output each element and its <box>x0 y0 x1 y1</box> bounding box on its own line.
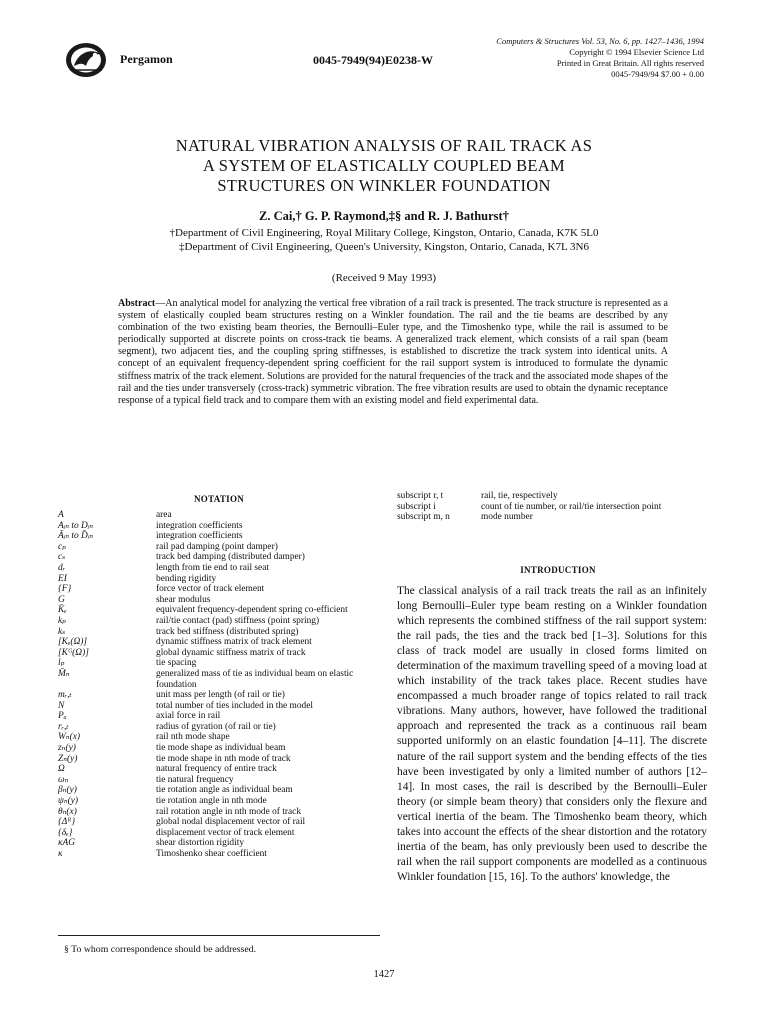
notation-row <box>58 563 388 574</box>
publisher-name: Pergamon <box>120 52 173 66</box>
notation-symbol: {F} <box>58 584 72 595</box>
notation-description: shear modulus <box>156 594 211 605</box>
notation-row <box>58 754 388 765</box>
notation-row <box>58 627 388 638</box>
article-doi: 0045-7949(94)E0238-W <box>313 53 433 67</box>
notation-row <box>58 542 388 553</box>
notation-row <box>58 574 388 585</box>
abstract-label: Abstract <box>118 298 156 309</box>
notation-description: equivalent frequency-dependent spring co-efficient <box>156 605 348 616</box>
notation-description: track bed stiffness (distributed spring) <box>156 626 299 637</box>
notation-list <box>58 510 388 860</box>
notation-row <box>58 796 388 807</box>
notation-description: displacement vector of track element <box>156 827 295 838</box>
notation-row <box>58 817 388 828</box>
subscript-description: rail, tie, respectively <box>481 491 558 501</box>
notation-description: radius of gyration (of rail or tie) <box>156 721 276 732</box>
subscript-row <box>397 502 717 513</box>
notation-symbol: Wₙ(x) <box>58 732 81 743</box>
notation-symbol: [Kₑ(Ω)] <box>58 637 88 648</box>
authors: Z. Cai,† G. P. Raymond,‡§ and R. J. Bathurst† <box>259 209 509 223</box>
notation-symbol: θₙ(x) <box>58 806 77 817</box>
price-line: 0045-7949/94 $7.00 + 0.00 <box>611 69 704 79</box>
notation-row <box>58 510 388 521</box>
notation-description: rail pad damping (point damper) <box>156 541 278 552</box>
notation-description: tie rotation angle in nth mode <box>156 796 267 807</box>
notation-heading: NOTATION <box>194 494 245 504</box>
pergamon-logo-icon <box>62 40 114 80</box>
notation-symbol: M̄ₙ <box>58 668 70 679</box>
notation-description: global dynamic stiffness matrix of track <box>156 647 306 658</box>
subscript-description: mode number <box>481 512 533 523</box>
journal-reference: Computers & Structures Vol. 53, No. 6, pp. 1427–1436, 1994 <box>496 36 704 46</box>
title-line: NATURAL VIBRATION ANALYSIS OF RAIL TRACK AS <box>175 136 593 155</box>
notation-row <box>58 637 388 648</box>
notation-symbol: zₙ(y) <box>58 743 76 754</box>
notation-row <box>58 764 388 775</box>
notation-description: shear distortion rigidity <box>156 838 245 849</box>
notation-description: tie mode shape as individual beam <box>156 743 286 754</box>
notation-description: rail/tie contact (pad) stiffness (point spring) <box>156 615 320 626</box>
notation-row <box>58 785 388 796</box>
subscript-description: count of tie number, or rail/tie intersection point <box>481 501 662 512</box>
notation-row <box>58 711 388 722</box>
notation-description: track bed damping (distributed damper) <box>156 552 305 563</box>
notation-row <box>58 775 388 786</box>
notation-symbol: Zₙ(y) <box>58 753 78 764</box>
notation-symbol: κAG <box>58 838 75 849</box>
introduction-text: The classical analysis of a rail track treats the rail as an infinitely long Bernoulli–Euler type beam resting on a Winkler foundation which represents the combined stiffness of the rail support system: the rail pads, the ties and the track bed [1–3]. Solutions for this class of track model are usually in closed forms limited on determination of the maximum travelling speed of a moving load at which instability of the track takes place. Recent studies have encompassed a much broader range of topics related to rail track vibrations. Many authors, however, have followed the traditional approach and represented the track as a continuous rail beam supported uniformly on an elastic foundation [4–11]. The discrete nature of the rail support system and the bending effects of the ties have been investigated by only a limited number of authors [12–14]. In most cases, the rail is described by the Bernoulli–Euler theory (or simple beam theory) that considers only the flexure and vertical inertia of the beam. The Timoshenko beam theory, which takes into account the effects of the shear distortion and the rotatory inertia of the beam, has only previously been used to describe the rail when the rail support components are modelled as a continuous Winkler foundation [15, 16]. To the authors' knowledge, the <box>397 585 707 883</box>
notation-description: rail nth mode shape <box>156 732 230 743</box>
notation-description: global nodal displacement vector of rail <box>156 817 306 828</box>
notation-description: natural frequency of entire track <box>156 764 277 775</box>
subscript-symbol: subscript r, t <box>397 491 444 501</box>
notation-description: integration coefficients <box>156 531 243 542</box>
notation-row <box>58 531 388 542</box>
notation-symbol: Aᵢₙ to Dᵢₙ <box>58 520 94 531</box>
notation-description: unit mass per length (of rail or tie) <box>156 690 285 701</box>
notation-symbol: lₚ <box>58 658 65 669</box>
notation-symbol: kₚ <box>58 615 66 626</box>
notation-row <box>58 701 388 712</box>
affiliation-rmc: †Department of Civil Engineering, Royal Military College, Kingston, Ontario, Canada, K7K 5L0 <box>169 227 599 239</box>
affiliation-queens: ‡Department of Civil Engineering, Queen's University, Kingston, Ontario, Canada, K7L 3N6 <box>179 241 589 253</box>
notation-description: rail rotation angle in nth mode of track <box>156 806 302 817</box>
notation-symbol: A <box>58 510 64 520</box>
journal-info <box>496 36 704 80</box>
notation-row <box>58 838 388 849</box>
notation-symbol: EI <box>58 573 67 584</box>
subscript-symbol: subscript i <box>397 501 436 512</box>
notation-symbol: [Kᴳ(Ω)] <box>58 647 89 658</box>
notation-symbol: βₙ(y) <box>58 785 77 796</box>
abstract <box>118 298 668 407</box>
received-date: (Received 9 May 1993) <box>331 272 437 284</box>
notation-row <box>58 552 388 563</box>
notation-row <box>58 584 388 595</box>
notation-row <box>58 595 388 606</box>
printed-line: Printed in Great Britain. All rights reserved <box>556 58 704 68</box>
notation-description: dynamic stiffness matrix of track element <box>156 637 312 648</box>
notation-symbol: N <box>58 700 65 711</box>
notation-row <box>58 743 388 754</box>
notation-description: tie mode shape in nth mode of track <box>156 753 291 764</box>
notation-symbol: kₛ <box>58 626 66 637</box>
introduction-heading: INTRODUCTION <box>520 565 596 575</box>
subscript-symbol: subscript m, n <box>397 512 450 523</box>
notation-description: tie spacing <box>156 658 197 669</box>
notation-symbol: K̄ₑ <box>58 605 67 616</box>
notation-row <box>58 616 388 627</box>
notation-row <box>58 669 388 690</box>
notation-row <box>58 605 388 616</box>
notation-symbol: Ω <box>58 764 65 775</box>
notation-description: total number of ties included in the model <box>156 700 313 711</box>
page-number: 1427 <box>373 969 395 980</box>
notation-symbol: mᵣ,ₜ <box>58 690 72 701</box>
notation-row <box>58 807 388 818</box>
abstract-text: —An analytical model for analyzing the vertical free vibration of a rail track is presented. The track structure is represented as a system of elastically coupled beam structures resting on a Winkler foundation. The rail and the tie beams are described by any combination of the two existing beam theories, the Bernoulli–Euler type, and the Timoshenko type, while the rail is assumed to be periodically supported at discrete points on cross-track tie beams. A generalized track element, which consists of a rail span (beam segment), two adjacent ties, and the coupling spring stiffnesses, is established to discretize the track system into identical units. A concept of an equivalent frequency-dependent spring coefficient for the rail support system is introduced to formulate the dynamic stiffness matrix of the track element. Solutions are provided for the natural frequencies of the track and the associated mode shapes of the rail and the ties under transversely (cross-track) symmetric vibration. The free vibration results are used to obtain the dynamic receptance response of a typical field track and to compare them with an existing model and field experimental data. <box>118 298 668 406</box>
notation-description: generalized mass of tie as individual beam on elastic foundation <box>156 668 354 690</box>
notation-symbol: cₚ <box>58 541 66 552</box>
notation-symbol: rᵣ,ₜ <box>58 721 69 732</box>
notation-symbol: ψₙ(y) <box>58 796 79 807</box>
notation-row <box>58 849 388 860</box>
notation-description: area <box>156 510 172 520</box>
notation-row <box>58 690 388 701</box>
notation-row <box>58 521 388 532</box>
notation-symbol: {δₑ} <box>58 827 73 838</box>
notation-description: length from tie end to rail seat <box>156 562 269 573</box>
subscript-list <box>397 491 717 523</box>
notation-row <box>58 732 388 743</box>
notation-symbol: Pₐ <box>58 711 67 722</box>
notation-description: Timoshenko shear coefficient <box>156 849 267 859</box>
notation-description: force vector of track element <box>156 584 265 595</box>
notation-description: bending rigidity <box>156 573 217 584</box>
subscript-row <box>397 491 717 502</box>
notation-description: tie rotation angle as individual beam <box>156 785 293 796</box>
notation-row <box>58 658 388 669</box>
title-line: A SYSTEM OF ELASTICALLY COUPLED BEAM <box>203 156 565 175</box>
footnote: § To whom correspondence should be addressed. <box>64 944 257 955</box>
notation-symbol: G <box>58 594 65 605</box>
title-line: STRUCTURES ON WINKLER FOUNDATION <box>217 176 551 195</box>
notation-symbol: κ <box>58 849 63 859</box>
paper-title <box>0 136 768 196</box>
copyright-line: Copyright © 1994 Elsevier Science Ltd <box>569 47 704 57</box>
notation-description: axial force in rail <box>156 711 221 722</box>
notation-symbol: {Δᴿ} <box>58 817 76 828</box>
footnote-divider <box>58 935 380 936</box>
notation-symbol: cₛ <box>58 552 66 563</box>
notation-symbol: dᵣ <box>58 562 65 573</box>
notation-symbol: Āᵢₙ to D̄ᵢₙ <box>58 531 94 542</box>
subscript-row <box>397 512 717 523</box>
notation-row <box>58 722 388 733</box>
notation-description: integration coefficients <box>156 520 243 531</box>
notation-symbol: ωₙ <box>58 774 69 785</box>
notation-description: tie natural frequency <box>156 774 234 785</box>
notation-row <box>58 828 388 839</box>
notation-row <box>58 648 388 659</box>
